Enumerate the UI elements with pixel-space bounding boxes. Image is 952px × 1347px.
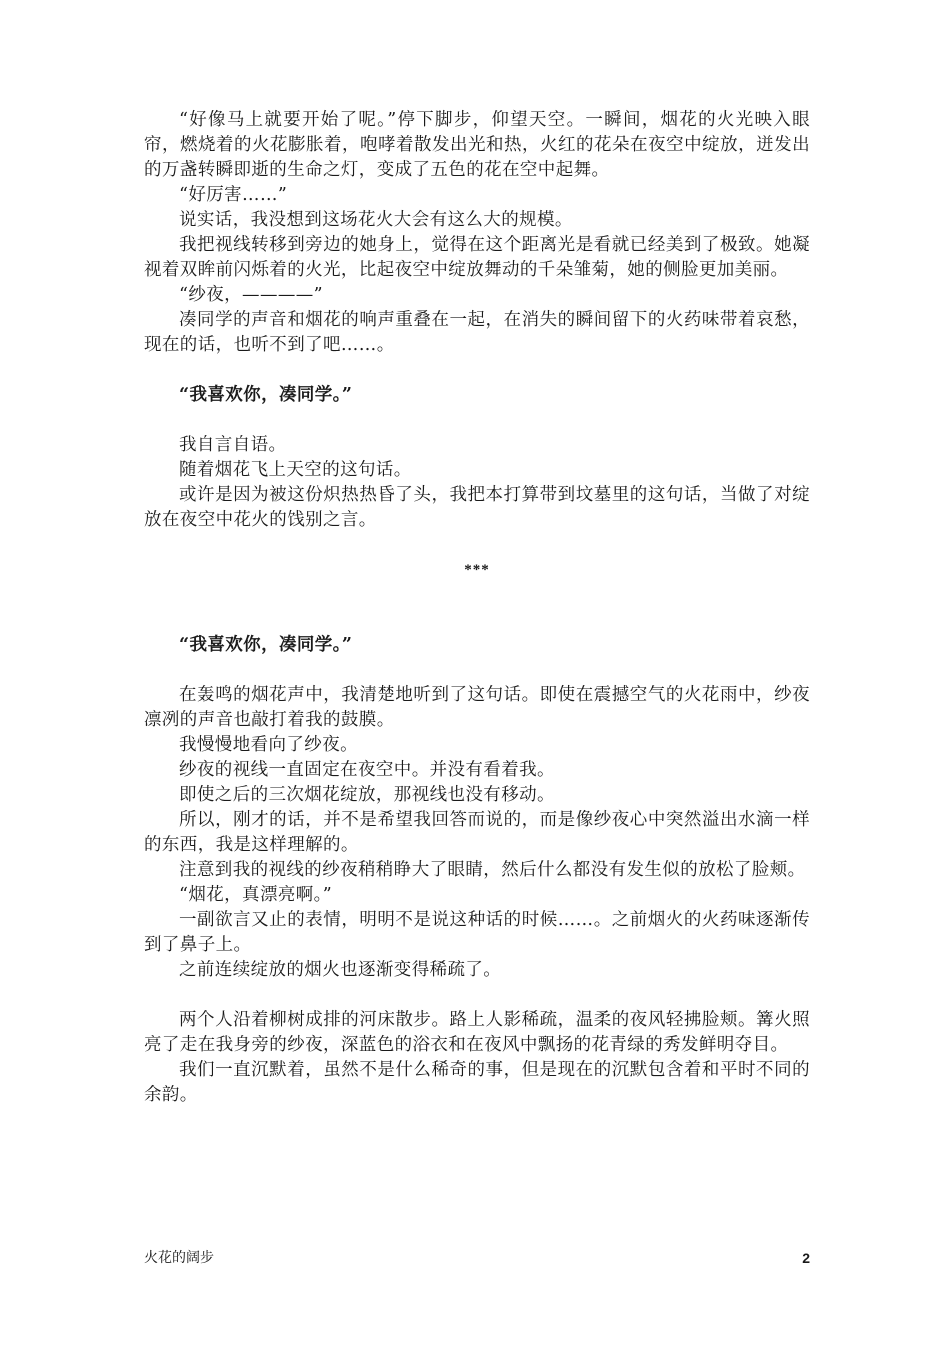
paragraph: 我把视线转移到旁边的她身上，觉得在这个距离光是看就已经美到了极致。她凝视着双眸前闪烁着的火光，比起夜空中绽放舞动的千朵雏菊，她的侧脸更加美丽。 <box>144 235 810 280</box>
paragraph: 注意到我的视线的纱夜稍稍睁大了眼睛，然后什么都没有发生似的放松了脸颊。 <box>179 860 806 880</box>
paragraph: 说实话，我没想到这场花火大会有这么大的规模。 <box>179 210 573 230</box>
blank-line <box>144 533 810 558</box>
blank-line <box>144 983 810 1008</box>
paragraph: 随着烟花飞上天空的这句话。 <box>179 460 412 480</box>
confession-line: “我喜欢你，凑同学。” <box>179 635 353 655</box>
paragraph: 我自言自语。 <box>179 435 287 455</box>
paragraph: 我们一直沉默着，虽然不是什么稀奇的事，但是现在的沉默包含着和平时不同的余韵。 <box>144 1060 810 1105</box>
paragraph: 两个人沿着柳树成排的河床散步。路上人影稀疏，温柔的夜风轻拂脸颊。篝火照亮了走在我身旁的纱夜，深蓝色的浴衣和在夜风中飘扬的花青绿的秀发鲜明夺目。 <box>144 1010 810 1055</box>
confession-line: “我喜欢你，凑同学。” <box>179 385 353 405</box>
blank-line <box>144 583 810 608</box>
paragraph: 凑同学的声音和烟花的响声重叠在一起，在消失的瞬间留下的火药味带着哀愁，现在的话，也听不到了吧……。 <box>144 310 810 355</box>
paragraph: 即使之后的三次烟花绽放，那视线也没有移动。 <box>179 785 555 805</box>
paragraph: “好像马上就要开始了呢。”停下脚步，仰望天空。一瞬间，烟花的火光映入眼帘，燃烧着的火花膨胀着，咆哮着散发出光和热，火红的花朵在夜空中绽放，迸发出的万盏转瞬即逝的生命之灯，变成了五色的花在空中起舞。 <box>144 110 810 180</box>
scene-separator: *** <box>464 562 490 578</box>
page-number: 2 <box>802 1250 810 1266</box>
paragraph: “烟花，真漂亮啊。” <box>179 885 333 905</box>
paragraph: 或许是因为被这份炽热热昏了头，我把本打算带到坟墓里的这句话，当做了对绽放在夜空中花火的饯别之言。 <box>144 485 810 530</box>
page-footer <box>144 1248 810 1268</box>
paragraph: 在轰鸣的烟花声中，我清楚地听到了这句话。即使在震撼空气的火花雨中，纱夜凛冽的声音也敲打着我的鼓膜。 <box>144 685 810 730</box>
blank-line <box>144 658 810 683</box>
page-body <box>144 108 810 1108</box>
paragraph: 纱夜的视线一直固定在夜空中。并没有看着我。 <box>179 760 555 780</box>
paragraph: 一副欲言又止的表情，明明不是说这种话的时候……。之前烟火的火药味逐渐传到了鼻子上。 <box>144 910 810 955</box>
blank-line <box>144 408 810 433</box>
paragraph: “好厉害……” <box>179 185 288 205</box>
blank-line <box>144 608 810 633</box>
paragraph: 我慢慢地看向了纱夜。 <box>179 735 358 755</box>
paragraph: “纱夜，————” <box>179 285 323 305</box>
footer-title: 火花的阔步 <box>144 1250 214 1266</box>
paragraph: 之前连续绽放的烟火也逐渐变得稀疏了。 <box>179 960 502 980</box>
paragraph: 所以，刚才的话，并不是希望我回答而说的，而是像纱夜心中突然溢出水滴一样的东西，我是这样理解的。 <box>144 810 810 855</box>
blank-line <box>144 358 810 383</box>
